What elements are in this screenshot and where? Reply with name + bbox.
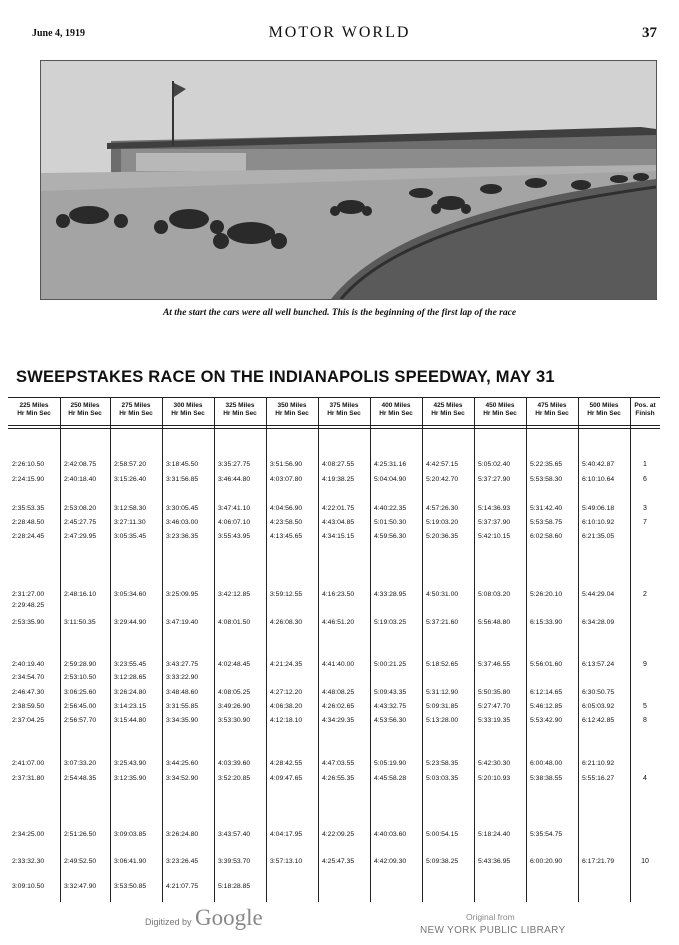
time-cell: 4:43:32.75: [374, 703, 407, 710]
time-cell: 2:34:25.00: [12, 831, 45, 838]
time-cell: 5:49:06.18: [582, 505, 615, 512]
time-cell: 5:50:35.80: [478, 689, 511, 696]
time-cell: 4:12:18.10: [270, 717, 303, 724]
column-header: [526, 402, 578, 418]
time-cell: 3:47:19.40: [166, 619, 199, 626]
time-cell: 2:29:48.25: [12, 602, 45, 609]
column-divider: [526, 397, 527, 902]
time-cell: 2:59:28.90: [64, 661, 97, 668]
time-cell: 3:12:58.30: [114, 505, 147, 512]
time-cell: 2:53:35.90: [12, 619, 45, 626]
time-cell: 4:33:28.95: [374, 591, 407, 598]
time-cell: 4:48:08.25: [322, 689, 355, 696]
time-cell: 3:59:12.55: [270, 591, 303, 598]
time-cell: 2:53:10.50: [64, 674, 97, 681]
time-cell: 2:28:24.45: [12, 533, 45, 540]
column-header: [60, 402, 110, 418]
finish-position: 1: [643, 461, 647, 468]
time-cell: 3:26:24.80: [114, 689, 147, 696]
column-header-line2: Finish: [635, 410, 655, 417]
page-footer: [0, 905, 679, 945]
column-header-line1: 225 Miles: [19, 402, 49, 409]
time-cell: 5:35:54.75: [530, 831, 563, 838]
time-cell: 2:38:59.50: [12, 703, 45, 710]
race-photo-drawing: [41, 61, 656, 299]
time-cell: 5:18:28.85: [218, 883, 251, 890]
column-header-line2: Hr Min Sec: [483, 410, 517, 417]
time-cell: 5:37:46.55: [478, 661, 511, 668]
time-cell: 5:19:03.25: [374, 619, 407, 626]
column-header-line2: Hr Min Sec: [223, 410, 257, 417]
time-cell: 4:22:01.75: [322, 505, 355, 512]
time-cell: 4:40:03.60: [374, 831, 407, 838]
time-cell: 3:34:52.90: [166, 775, 199, 782]
time-cell: 4:25:47.35: [322, 858, 355, 865]
column-divider: [578, 397, 579, 902]
column-divider: [318, 397, 319, 902]
time-cell: 4:06:38.20: [270, 703, 303, 710]
time-cell: 3:30:05.45: [166, 505, 199, 512]
column-header-line1: 275 Miles: [121, 402, 151, 409]
time-cell: 2:41:07.00: [12, 760, 45, 767]
time-cell: 4:46:51.20: [322, 619, 355, 626]
time-cell: 5:19:03.20: [426, 519, 459, 526]
time-cell: 5:37:21.60: [426, 619, 459, 626]
column-header-line2: Hr Min Sec: [535, 410, 569, 417]
time-cell: 2:40:18.40: [64, 476, 97, 483]
finish-position: 4: [643, 775, 647, 782]
column-header: [422, 402, 474, 418]
column-header-line1: Pos. at: [634, 402, 656, 409]
time-cell: 2:34:54.70: [12, 674, 45, 681]
time-cell: 5:53:58.30: [530, 476, 563, 483]
time-cell: 5:31:42.40: [530, 505, 563, 512]
time-cell: 3:23:26.45: [166, 858, 199, 865]
time-cell: 2:48:16.10: [64, 591, 97, 598]
time-cell: 3:34:35.90: [166, 717, 199, 724]
time-cell: 6:00:20.90: [530, 858, 563, 865]
time-cell: 5:38:38.55: [530, 775, 563, 782]
time-cell: 4:19:38.25: [322, 476, 355, 483]
time-cell: 2:51:26.50: [64, 831, 97, 838]
time-cell: 2:37:31.80: [12, 775, 45, 782]
time-cell: 5:18:52.65: [426, 661, 459, 668]
time-cell: 4:13:45.65: [270, 533, 303, 540]
time-cell: 5:22:35.65: [530, 461, 563, 468]
time-cell: 3:09:10.50: [12, 883, 45, 890]
time-cell: 3:47:41.10: [218, 505, 251, 512]
time-cell: 3:55:43.95: [218, 533, 251, 540]
time-cell: 5:04:04.90: [374, 476, 407, 483]
time-cell: 3:43:27.75: [166, 661, 199, 668]
time-cell: 5:43:36.95: [478, 858, 511, 865]
time-cell: 5:37:27.90: [478, 476, 511, 483]
time-cell: 3:32:47.90: [64, 883, 97, 890]
column-divider: [60, 397, 61, 902]
column-divider: [266, 397, 267, 902]
time-cell: 5:14:36.93: [478, 505, 511, 512]
column-header: [214, 402, 266, 418]
time-cell: 3:53:50.85: [114, 883, 147, 890]
time-cell: 4:03:07.80: [270, 476, 303, 483]
time-cell: 4:04:56.90: [270, 505, 303, 512]
time-cell: 6:15:33.90: [530, 619, 563, 626]
time-cell: 5:55:16.27: [582, 775, 615, 782]
time-cell: 5:40:42.87: [582, 461, 615, 468]
time-cell: 3:53:30.90: [218, 717, 251, 724]
time-cell: 4:16:23.50: [322, 591, 355, 598]
time-cell: 3:07:33.20: [64, 760, 97, 767]
time-cell: 4:08:05.25: [218, 689, 251, 696]
time-cell: 3:18:45.50: [166, 461, 199, 468]
column-header-line1: 250 Miles: [70, 402, 100, 409]
time-cell: 3:43:57.40: [218, 831, 251, 838]
time-cell: 2:56:57.70: [64, 717, 97, 724]
time-cell: 4:50:31.00: [426, 591, 459, 598]
time-cell: 5:46:12.85: [530, 703, 563, 710]
finish-position: 9: [643, 661, 647, 668]
time-cell: 2:33:32.30: [12, 858, 45, 865]
time-cell: 3:25:09.95: [166, 591, 199, 598]
time-cell: 4:04:17.95: [270, 831, 303, 838]
time-cell: 4:26:02.65: [322, 703, 355, 710]
results-table: [8, 397, 660, 902]
finish-position: 8: [643, 717, 647, 724]
column-header-line2: Hr Min Sec: [119, 410, 153, 417]
time-cell: 5:13:28.00: [426, 717, 459, 724]
time-cell: 3:46:44.80: [218, 476, 251, 483]
time-cell: 4:26:08.30: [270, 619, 303, 626]
column-header-line2: Hr Min Sec: [171, 410, 205, 417]
time-cell: 4:53:56.30: [374, 717, 407, 724]
time-cell: 5:03:03.35: [426, 775, 459, 782]
time-cell: 2:53:08.20: [64, 505, 97, 512]
column-header-line2: Hr Min Sec: [379, 410, 413, 417]
column-header-line1: 450 Miles: [485, 402, 515, 409]
time-cell: 5:23:58.35: [426, 760, 459, 767]
finish-position: 7: [643, 519, 647, 526]
time-cell: 3:14:23.15: [114, 703, 147, 710]
time-cell: 3:33:22.90: [166, 674, 199, 681]
time-cell: 3:25:43.90: [114, 760, 147, 767]
column-header-line1: 350 Miles: [277, 402, 307, 409]
time-cell: 4:09:47.65: [270, 775, 303, 782]
time-cell: 4:08:27.55: [322, 461, 355, 468]
time-cell: 6:30:50.75: [582, 689, 615, 696]
time-cell: 4:34:29.35: [322, 717, 355, 724]
time-cell: 6:10:10.64: [582, 476, 615, 483]
time-cell: 3:42:12.85: [218, 591, 251, 598]
time-cell: 3:23:36.35: [166, 533, 199, 540]
time-cell: 3:09:03.85: [114, 831, 147, 838]
time-cell: 3:05:35.45: [114, 533, 147, 540]
time-cell: 2:54:48.35: [64, 775, 97, 782]
column-header: [318, 402, 370, 418]
finish-position: 10: [641, 858, 649, 865]
time-cell: 5:37:37.90: [478, 519, 511, 526]
table-header-rule: [8, 425, 660, 426]
time-cell: 6:21:35.05: [582, 533, 615, 540]
time-cell: 3:29:44.90: [114, 619, 147, 626]
time-cell: 6:34:28.09: [582, 619, 615, 626]
time-cell: 5:53:42.90: [530, 717, 563, 724]
column-divider: [110, 397, 111, 902]
time-cell: 4:28:42.55: [270, 760, 303, 767]
column-header-line1: 325 Miles: [225, 402, 255, 409]
column-header-line2: Hr Min Sec: [431, 410, 465, 417]
finish-position: 3: [643, 505, 647, 512]
time-cell: 3:48:48.60: [166, 689, 199, 696]
column-divider: [214, 397, 215, 902]
time-cell: 4:34:15.15: [322, 533, 355, 540]
column-header-line1: 375 Miles: [329, 402, 359, 409]
time-cell: 2:26:10.50: [12, 461, 45, 468]
time-cell: 5:08:03.20: [478, 591, 511, 598]
time-cell: 3:05:34.60: [114, 591, 147, 598]
time-cell: 4:02:48.45: [218, 661, 251, 668]
time-cell: 2:35:53.35: [12, 505, 45, 512]
time-cell: 5:05:19.90: [374, 760, 407, 767]
column-header: [578, 402, 630, 418]
publication-title: MOTOR WORLD: [268, 24, 411, 41]
page-number: 37: [642, 25, 657, 41]
time-cell: 4:21:24.35: [270, 661, 303, 668]
time-cell: 2:24:15.90: [12, 476, 45, 483]
time-cell: 4:27:12.20: [270, 689, 303, 696]
time-cell: 3:15:26.40: [114, 476, 147, 483]
column-header: [8, 402, 60, 418]
time-cell: 5:00:21.25: [374, 661, 407, 668]
time-cell: 4:25:31.16: [374, 461, 407, 468]
column-header: [370, 402, 422, 418]
column-header-line2: Hr Min Sec: [327, 410, 361, 417]
time-cell: 3:12:35.90: [114, 775, 147, 782]
time-cell: 3:39:53.70: [218, 858, 251, 865]
time-cell: 5:20:42.70: [426, 476, 459, 483]
time-cell: 3:15:44.80: [114, 717, 147, 724]
time-cell: 4:22:09.25: [322, 831, 355, 838]
time-cell: 3:06:41.90: [114, 858, 147, 865]
time-cell: 6:02:58.60: [530, 533, 563, 540]
time-cell: 3:44:25.60: [166, 760, 199, 767]
column-header-line2: Hr Min Sec: [17, 410, 51, 417]
time-cell: 5:00:54.15: [426, 831, 459, 838]
time-cell: 6:10:10.92: [582, 519, 615, 526]
time-cell: 2:42:08.75: [64, 461, 97, 468]
time-cell: 5:31:12.90: [426, 689, 459, 696]
issue-date: June 4, 1919: [32, 28, 86, 39]
column-header: [110, 402, 162, 418]
time-cell: 4:23:58.50: [270, 519, 303, 526]
table-header-rule: [8, 428, 660, 429]
column-divider: [474, 397, 475, 902]
column-header-line1: 425 Miles: [433, 402, 463, 409]
time-cell: 5:09:38.25: [426, 858, 459, 865]
column-divider: [162, 397, 163, 902]
time-cell: 3:12:28.65: [114, 674, 147, 681]
google-logo: Google: [195, 905, 263, 930]
time-cell: 4:21:07.75: [166, 883, 199, 890]
original-from-label: Original from: [466, 912, 515, 922]
column-divider: [370, 397, 371, 902]
time-cell: 2:56:45.00: [64, 703, 97, 710]
time-cell: 2:49:52.50: [64, 858, 97, 865]
column-header-line1: 475 Miles: [537, 402, 567, 409]
finish-position: 6: [643, 476, 647, 483]
time-cell: 5:27:47.70: [478, 703, 511, 710]
time-cell: 4:42:57.15: [426, 461, 459, 468]
time-cell: 3:35:27.75: [218, 461, 251, 468]
time-cell: 6:00:48.00: [530, 760, 563, 767]
time-cell: 5:26:20.10: [530, 591, 563, 598]
time-cell: 3:26:24.80: [166, 831, 199, 838]
time-cell: 2:45:27.75: [64, 519, 97, 526]
time-cell: 3:23:55.45: [114, 661, 147, 668]
finish-position: 2: [643, 591, 647, 598]
digitized-by-label: Digitized by: [145, 917, 192, 927]
column-header: [162, 402, 214, 418]
photo-caption: At the start the cars were all well bunched. This is the beginning of the first lap of the race: [162, 308, 517, 318]
time-cell: 2:40:19.40: [12, 661, 45, 668]
time-cell: 4:41:40.00: [322, 661, 355, 668]
time-cell: 4:40:22.35: [374, 505, 407, 512]
time-cell: 2:28:48.50: [12, 519, 45, 526]
time-cell: 4:08:01.50: [218, 619, 251, 626]
time-cell: 3:57:13.10: [270, 858, 303, 865]
column-header-line1: 300 Miles: [173, 402, 203, 409]
time-cell: 4:43:04.85: [322, 519, 355, 526]
time-cell: 6:17:21.79: [582, 858, 615, 865]
time-cell: 5:18:24.40: [478, 831, 511, 838]
time-cell: 4:57:26.30: [426, 505, 459, 512]
time-cell: 2:47:29.95: [64, 533, 97, 540]
column-divider: [422, 397, 423, 902]
time-cell: 5:20:10.93: [478, 775, 511, 782]
time-cell: 3:31:55.85: [166, 703, 199, 710]
time-cell: 3:06:25.60: [64, 689, 97, 696]
column-header: [630, 402, 660, 418]
column-header: [474, 402, 526, 418]
time-cell: 6:12:14.65: [530, 689, 563, 696]
time-cell: 4:47:03.55: [322, 760, 355, 767]
time-cell: 5:20:36.35: [426, 533, 459, 540]
column-header: [266, 402, 318, 418]
time-cell: 5:44:29.04: [582, 591, 615, 598]
time-cell: 4:03:39.60: [218, 760, 251, 767]
time-cell: 5:56:01.60: [530, 661, 563, 668]
time-cell: 5:42:10.15: [478, 533, 511, 540]
time-cell: 5:33:19.35: [478, 717, 511, 724]
time-cell: 6:05:03.92: [582, 703, 615, 710]
finish-position: 5: [643, 703, 647, 710]
time-cell: 3:49:26.90: [218, 703, 251, 710]
table-top-rule: [8, 397, 660, 398]
time-cell: 6:12:42.85: [582, 717, 615, 724]
time-cell: 4:59:56.30: [374, 533, 407, 540]
time-cell: 5:05:02.40: [478, 461, 511, 468]
time-cell: 5:53:58.75: [530, 519, 563, 526]
library-name: NEW YORK PUBLIC LIBRARY: [420, 925, 566, 936]
column-header-line1: 500 Miles: [589, 402, 619, 409]
time-cell: 2:31:27.00: [12, 591, 45, 598]
time-cell: 6:21:10.92: [582, 760, 615, 767]
column-header-line2: Hr Min Sec: [275, 410, 309, 417]
time-cell: 3:52:20.85: [218, 775, 251, 782]
time-cell: 3:27:11.30: [114, 519, 146, 526]
time-cell: 4:42:09.30: [374, 858, 407, 865]
page-header: [0, 0, 679, 50]
column-header-line2: Hr Min Sec: [587, 410, 621, 417]
time-cell: 5:01:50.30: [374, 519, 407, 526]
time-cell: 3:51:56.90: [270, 461, 303, 468]
table-title: SWEEPSTAKES RACE ON THE INDIANAPOLIS SPEEDWAY, MAY 31: [16, 368, 555, 386]
time-cell: 2:58:57.20: [114, 461, 147, 468]
time-cell: 2:37:04.25: [12, 717, 45, 724]
time-cell: 3:11:50.35: [64, 619, 96, 626]
column-header-line2: Hr Min Sec: [68, 410, 102, 417]
time-cell: 4:26:55.35: [322, 775, 355, 782]
column-divider: [630, 397, 631, 902]
time-cell: 5:09:43.35: [374, 689, 407, 696]
time-cell: 4:06:07.10: [218, 519, 251, 526]
time-cell: 3:31:56.85: [166, 476, 199, 483]
race-start-photo: [40, 60, 657, 300]
time-cell: 2:46:47.30: [12, 689, 45, 696]
time-cell: 5:56:48.80: [478, 619, 511, 626]
time-cell: 5:42:30.30: [478, 760, 511, 767]
time-cell: 6:13:57.24: [582, 661, 615, 668]
time-cell: 4:45:58.28: [374, 775, 407, 782]
time-cell: 5:09:31.85: [426, 703, 459, 710]
column-header-line1: 400 Miles: [381, 402, 411, 409]
time-cell: 3:46:03.00: [166, 519, 199, 526]
